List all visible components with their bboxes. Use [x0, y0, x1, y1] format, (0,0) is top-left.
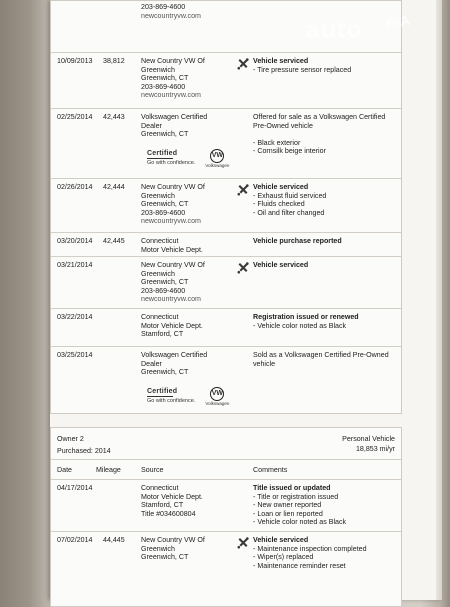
certified-tagline: Go with confidence. [147, 398, 196, 405]
record-source-line: Dealer [141, 359, 162, 368]
owner1-records-card [50, 0, 402, 414]
record-date: 02/25/2014 [57, 113, 93, 121]
record-comment-line: Pre-Owned vehicle [253, 121, 313, 130]
record-source-line: 203-869-4600 [141, 3, 186, 11]
record-comment-line: - Vehicle color noted as Black [253, 518, 347, 527]
history-record-row [51, 308, 401, 347]
certified-title: Certified [147, 387, 178, 395]
certified-tagline: Go with confidence. [147, 160, 196, 167]
record-date: 03/22/2014 [57, 313, 93, 321]
record-comment-line: Offered for sale as a Volkswagen Certified [253, 113, 386, 121]
autoria-watermark: auto [306, 16, 363, 44]
history-record-row [51, 346, 401, 414]
record-date: 03/25/2014 [57, 351, 93, 359]
record-source-line: New Country VW Of [141, 57, 205, 65]
record-source-line: New Country VW Of [141, 536, 205, 544]
record-source-line: Greenwich, CT [141, 74, 189, 83]
record-mileage: 44,445 [103, 536, 125, 544]
record-source-line: Greenwich, CT [141, 200, 189, 209]
record-source-line: Volkswagen Certified [141, 113, 208, 121]
record-source-line: Connecticut [141, 237, 179, 245]
certified-title: Certified [147, 149, 178, 157]
record-comment-title: Vehicle serviced [253, 57, 309, 65]
record-comment-line: - Maintenance inspection completed [253, 544, 367, 553]
record-source-line: Title #034600804 [141, 509, 196, 518]
record-source-line: Volkswagen Certified [141, 351, 208, 359]
history-record-row [51, 479, 401, 532]
history-record-row [51, 232, 401, 257]
record-comment-line: - Title or registration issued [253, 492, 339, 501]
record-comment-line: - Cornsilk beige interior [253, 147, 326, 156]
owner2-miles-per-year: 18,853 mi/yr [355, 445, 395, 453]
owner2-title: Owner 2 [57, 435, 84, 443]
record-date: 03/21/2014 [57, 261, 93, 269]
record-source-line: Motor Vehicle Dept. [141, 492, 203, 501]
record-source-line: Greenwich [141, 544, 175, 553]
owner2-purchased: Purchased: 2014 [57, 447, 111, 455]
record-comment-title: Title issued or updated [253, 484, 331, 492]
history-record-row [51, 256, 401, 309]
record-source-line: Dealer [141, 121, 162, 130]
wrench-icon [237, 184, 249, 196]
record-comment-line: vehicle [253, 359, 276, 368]
record-mileage: 42,445 [103, 237, 125, 245]
record-source-line: Stamford, CT [141, 501, 184, 510]
record-source-line: Stamford, CT [141, 330, 184, 339]
vw-certified-logo [147, 151, 195, 167]
record-mileage: 42,444 [103, 183, 125, 191]
dealer-website-link[interactable]: newcountryvw.com [141, 11, 201, 20]
record-comment-title: Vehicle purchase reported [253, 237, 342, 245]
record-source-line: 203-869-4600 [141, 82, 186, 91]
record-date: 07/02/2014 [57, 536, 93, 544]
paper-edge [436, 0, 442, 600]
volkswagen-logo-icon: VW Volkswagen [205, 149, 229, 168]
record-source-line: Greenwich, CT [141, 130, 189, 139]
record-source-line: Connecticut [141, 484, 179, 492]
record-comment-line: - Oil and filter changed [253, 208, 325, 217]
record-mileage: 38,812 [103, 57, 125, 65]
record-comment-title: Vehicle serviced [253, 183, 309, 191]
record-date: 03/20/2014 [57, 237, 93, 245]
column-header-date: Date [57, 466, 72, 474]
record-comment-title: Registration issued or renewed [253, 313, 359, 321]
column-header-mileage: Mileage [96, 466, 121, 474]
record-source-line: Greenwich, CT [141, 368, 189, 377]
record-comment-title: Vehicle serviced [253, 261, 309, 269]
history-record-row [51, 108, 401, 179]
vw-logo-label: Volkswagen [205, 401, 230, 406]
record-comment-line: - Vehicle color noted as Black [253, 321, 347, 330]
dealer-website-link[interactable]: newcountryvw.com [141, 217, 201, 226]
record-comment-line: - New owner reported [253, 501, 322, 510]
history-report-page [50, 0, 442, 600]
history-record-row [51, 52, 401, 109]
history-record-row [51, 531, 401, 602]
record-comment-line: Sold as a Volkswagen Certified Pre-Owned [253, 351, 389, 359]
record-source-line: Greenwich [141, 191, 175, 200]
column-header-source: Source [141, 466, 164, 474]
certified-logos [147, 387, 229, 406]
record-source-line: Connecticut [141, 313, 179, 321]
record-source-line: New Country VW Of [141, 261, 205, 269]
record-source-line: Greenwich, CT [141, 553, 189, 562]
record-comment-title: Vehicle serviced [253, 536, 309, 544]
record-comment-line: - Tire pressure sensor replaced [253, 65, 352, 74]
record-comment-line: - Black exterior [253, 138, 301, 147]
certified-logos [147, 149, 229, 168]
record-comment-line: - Exhaust fluid serviced [253, 191, 327, 200]
record-comment-line: - Maintenance reminder reset [253, 561, 346, 570]
history-record-row [51, 178, 401, 233]
dealer-website-link[interactable]: newcountryvw.com [141, 295, 201, 304]
record-source-line: 203-869-4600 [141, 208, 186, 217]
vw-certified-logo [147, 389, 195, 405]
column-header-comments: Comments [253, 466, 288, 474]
record-source-line: Greenwich [141, 65, 175, 74]
record-source-line: Motor Vehicle Dept. [141, 321, 203, 330]
vw-logo-label: Volkswagen [205, 163, 230, 168]
record-date: 10/09/2013 [57, 57, 93, 65]
record-comment-line: - Fluids checked [253, 200, 305, 209]
owner2-header-row [51, 459, 401, 480]
record-source-line: Motor Vehicle Dept. [141, 245, 203, 254]
record-comment-line: - Wiper(s) replaced [253, 553, 314, 562]
record-date: 04/17/2014 [57, 484, 93, 492]
dealer-website-link[interactable]: newcountryvw.com [141, 91, 201, 100]
volkswagen-logo-icon: VW Volkswagen [205, 387, 229, 406]
owner2-vehicle-type: Personal Vehicle [342, 435, 395, 443]
wrench-icon [237, 58, 249, 70]
autoria-watermark-sub: RIA [384, 11, 412, 33]
wrench-icon [237, 262, 249, 274]
wrench-icon [237, 537, 249, 549]
record-mileage: 42,443 [103, 113, 125, 121]
record-source-line: 203-869-4600 [141, 286, 186, 295]
record-source-line: Greenwich [141, 269, 175, 278]
owner2-records-card [50, 427, 402, 607]
record-date: 02/26/2014 [57, 183, 93, 191]
record-source-line: New Country VW Of [141, 183, 205, 191]
record-source-line: Greenwich, CT [141, 278, 189, 287]
record-comment-line: - Loan or lien reported [253, 509, 323, 518]
